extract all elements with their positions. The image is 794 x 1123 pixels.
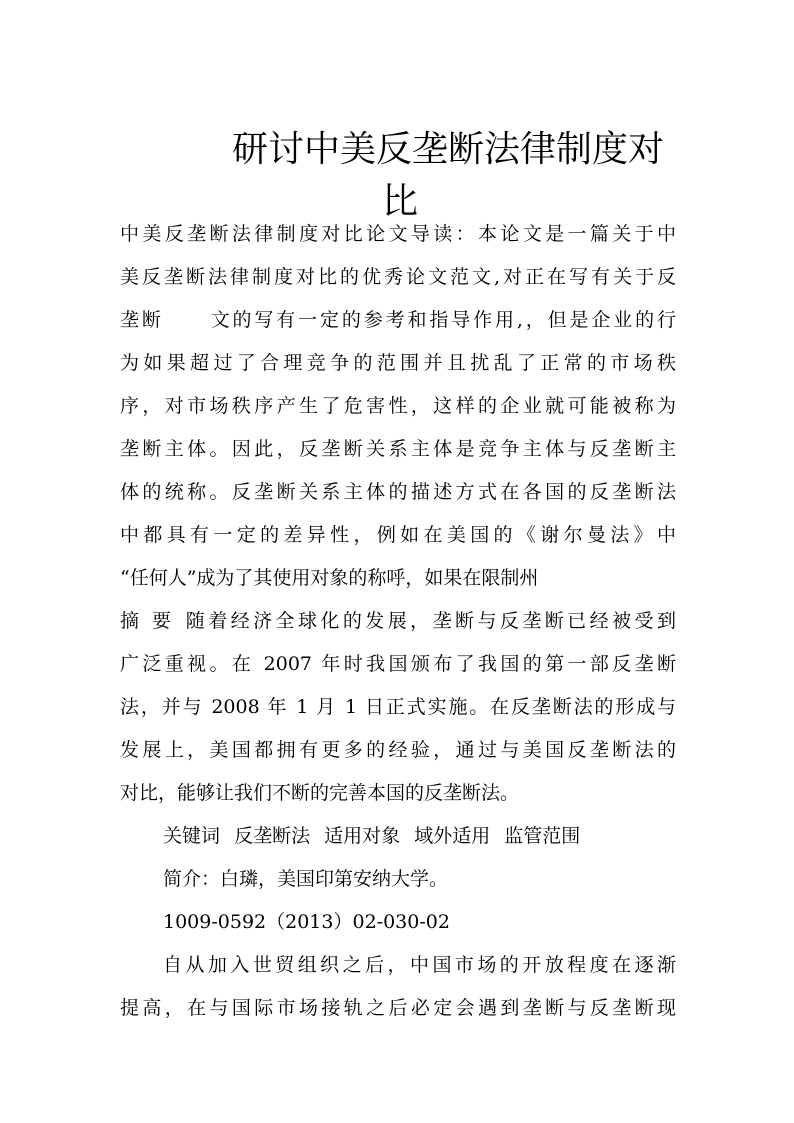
paragraph-line: “任何人”成为了其使用对象的称呼，如果在限制州 (120, 567, 539, 589)
paragraph-line: 体的统称。反垄断关系主体的描述方式在各国的反垄断法 (120, 481, 676, 503)
keyword-item: 监管范围 (504, 825, 581, 847)
paragraph-line: 自从加入世贸组织之后，中国市场的开放程度在逐渐 (163, 954, 676, 976)
keyword-item: 适用对象 (324, 825, 401, 847)
line-prefix: 垄断 (120, 309, 164, 331)
paragraph-line: 美反垄断法律制度对比的优秀论文范文,对正在写有关于反 (120, 266, 676, 288)
keyword-item: 域外适用 (414, 825, 491, 847)
title-line-2: 比 (381, 181, 418, 223)
line-rest: 文的写有一定的参考和指导作用,，但是企业的行 (207, 309, 676, 331)
title-line-1: 研讨中美反垄断法律制度对 (231, 129, 664, 171)
keywords-line (163, 824, 676, 848)
paragraph-line: 中都具有一定的差异性，例如在美国的《谢尔曼法》中 (120, 524, 676, 546)
keywords-label: 关键词 (163, 825, 221, 847)
paragraph-line: 为如果超过了合理竞争的范围并且扰乱了正常的市场秩 (120, 352, 676, 374)
abstract-line (120, 609, 676, 633)
keyword-item: 反垄断法 (234, 825, 311, 847)
paragraph-line: 法，并与 2008 年 1 月 1 日正式实施。在反垄断法的形成与 (120, 696, 676, 718)
paragraph-line: 发展上，美国都拥有更多的经验，通过与美国反垄断法的 (120, 739, 676, 761)
document-code: 1009-0592（2013）02-030-02 (163, 911, 450, 933)
paragraph-line (120, 308, 676, 332)
author-bio: 简介：白璘，美国印第安纳大学。 (163, 868, 449, 890)
paragraph-line: 广泛重视。在 2007 年时我国颁布了我国的第一部反垄断 (120, 653, 676, 675)
paragraph-line: 对比，能够让我们不断的完善本国的反垄断法。 (120, 782, 520, 804)
abstract-text: 随着经济全球化的发展，垄断与反垄断已经被受到 (182, 610, 676, 632)
paragraph-line: 中美反垄断法律制度对比论文导读：本论文是一篇关于中 (120, 223, 676, 245)
page-title (120, 124, 680, 228)
abstract-label: 摘 要 (120, 610, 175, 632)
paragraph-line: 垄断主体。因此，反垄断关系主体是竞争主体与反垄断主 (120, 438, 676, 460)
paragraph-line: 提高，在与国际市场接轨之后必定会遇到垄断与反垄断现 (120, 997, 676, 1019)
paragraph-line: 序，对市场秩序产生了危害性，这样的企业就可能被称为 (120, 395, 676, 417)
